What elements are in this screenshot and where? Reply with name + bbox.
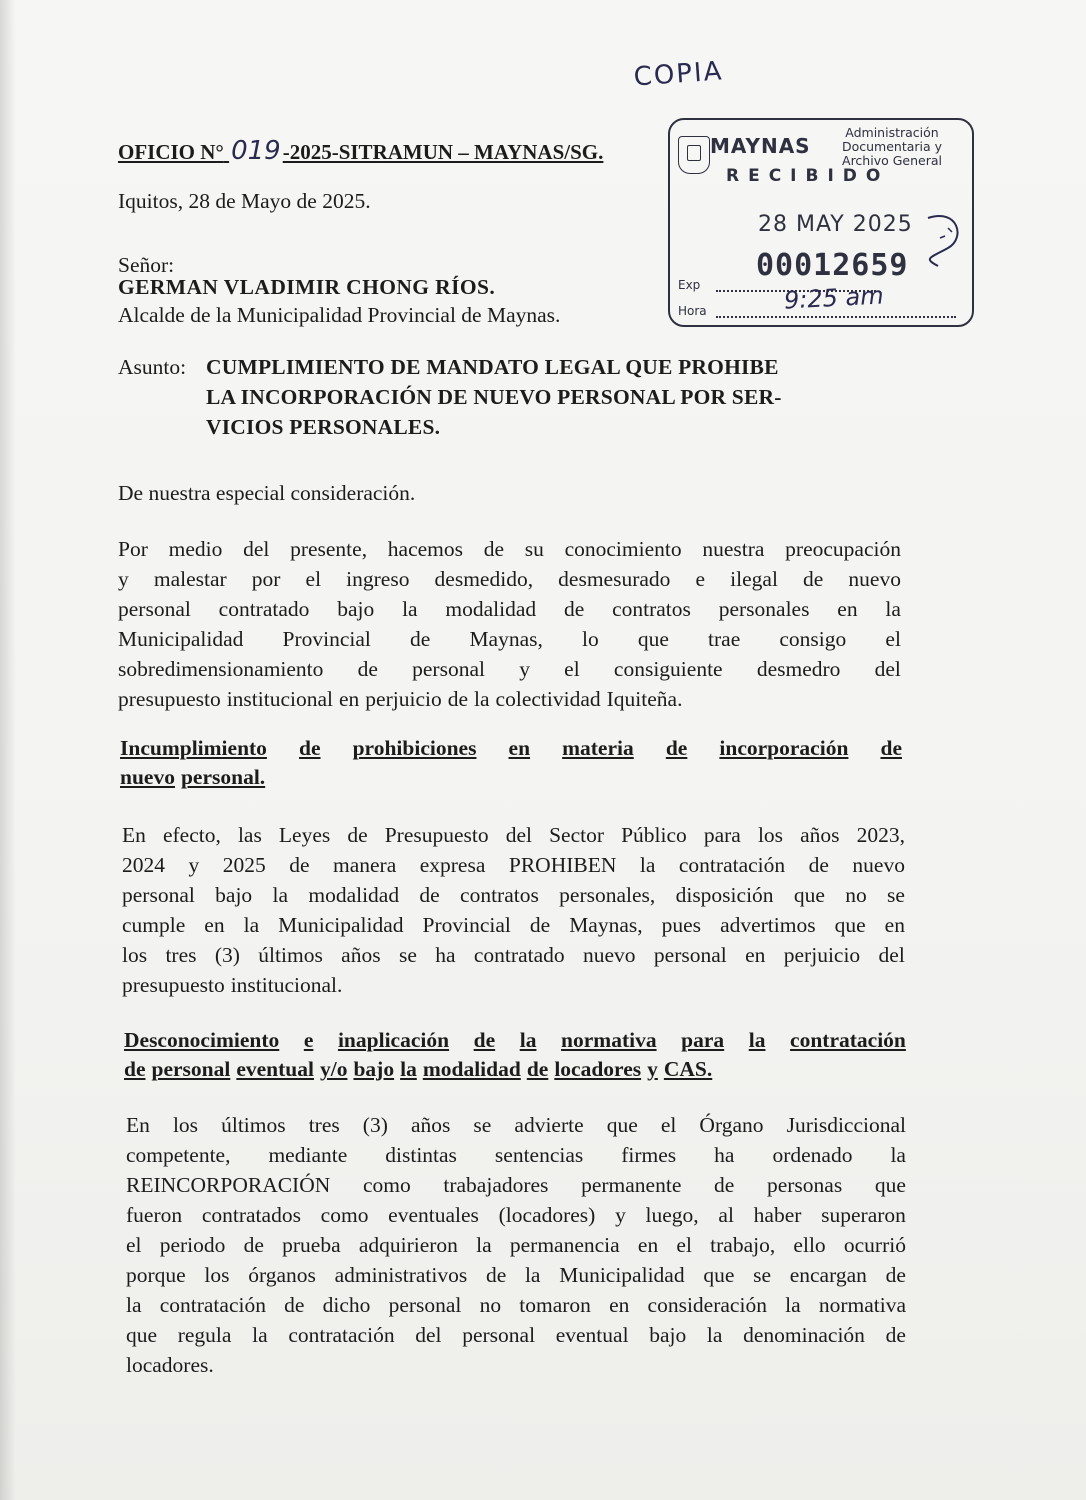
greeting: De nuestra especial consideración. <box>118 481 416 505</box>
stamp-department <box>822 126 962 168</box>
municipal-seal-icon <box>678 136 710 174</box>
paragraph-line: Por medio del presente, hacemos de su conocimiento nuestra preocupación <box>118 537 901 561</box>
stamp-exp-label: Exp <box>678 278 701 292</box>
heading-line: nuevo personal. <box>120 765 266 789</box>
heading-line: de personal eventual y/o bajo la modalidad de locadores y CAS. <box>124 1057 713 1081</box>
paragraph-line: presupuesto institucional. <box>122 973 343 997</box>
stamp-number: 00012659 <box>756 248 909 283</box>
stamp-hora-dotted-line <box>716 316 956 318</box>
paragraph-line: competente, mediante distintas sentencias firmes ha ordenado la <box>126 1143 906 1167</box>
paragraph-line: Municipalidad Provincial de Maynas, lo que trae consigo el <box>118 627 901 651</box>
heading-line: Incumplimiento de prohibiciones en materia de incorporación de <box>120 736 902 760</box>
paragraph-reincorporacion <box>126 1110 906 1380</box>
paragraph-line: personal bajo la modalidad de contratos personales, disposición que no se <box>122 883 905 907</box>
paragraph-leyes-presupuesto <box>122 820 905 1000</box>
stamp-hora-value: 9:25 am <box>783 281 885 315</box>
reference-line <box>118 136 603 166</box>
section-heading-incumplimiento <box>120 734 902 792</box>
recipient-title: Alcalde de la Municipalidad Provincial de Maynas. <box>118 303 561 327</box>
paragraph-line: que regula la contratación del personal eventual bajo la denominación de <box>126 1323 906 1347</box>
paragraph-line: locadores. <box>126 1353 214 1377</box>
stamp-date: 28 MAY 2025 <box>758 212 913 237</box>
paragraph-line: sobredimensionamiento de personal y el consiguiente desmedro del <box>118 657 901 681</box>
handwritten-copia-note: COPIA <box>632 56 725 93</box>
paragraph-line: presupuesto institucional en perjuicio de la colectividad Iquiteña. <box>118 687 683 711</box>
subject-text <box>206 352 886 442</box>
reception-stamp <box>668 118 974 327</box>
reference-prefix: OFICIO N° <box>118 140 224 164</box>
paragraph-line: la contratación de dicho personal no tomaron en consideración la normativa <box>126 1293 906 1317</box>
stamp-hora-label: Hora <box>678 304 707 318</box>
heading-line: Desconocimiento e inaplicación de la normativa para la contratación <box>124 1028 906 1052</box>
paragraph-line: los tres (3) últimos años se ha contratado nuevo personal en perjuicio del <box>122 943 905 967</box>
recipient-name: GERMAN VLADIMIR CHONG RÍOS. <box>118 275 496 299</box>
paragraph-line: porque los órganos administrativos de la Municipalidad que se encargan de <box>126 1263 906 1287</box>
paragraph-line: y malestar por el ingreso desmedido, desmesurado e ilegal de nuevo <box>118 567 901 591</box>
paragraph-line: cumple en la Municipalidad Provincial de Maynas, pues advertimos que en <box>122 913 905 937</box>
paragraph-line: el periodo de prueba adquirieron la permanencia en el trabajo, ello ocurrió <box>126 1233 906 1257</box>
paragraph-line: 2024 y 2025 de manera expresa PROHIBEN la contratación de nuevo <box>122 853 905 877</box>
paragraph-intro <box>118 534 901 714</box>
signature-scribble-icon <box>918 208 968 268</box>
section-heading-desconocimiento <box>124 1026 906 1084</box>
stamp-dept-line: Archivo General <box>842 153 942 168</box>
paragraph-line: fueron contratados como eventuales (locadores) y luego, al haber superaron <box>126 1203 906 1227</box>
subject-line: VICIOS PERSONALES. <box>206 415 441 439</box>
subject-label: Asunto: <box>118 355 187 379</box>
stamp-dept-line: Documentaria y <box>841 139 943 154</box>
reference-suffix: -2025-SITRAMUN – MAYNAS/SG. <box>282 140 604 164</box>
subject-line: LA INCORPORACIÓN DE NUEVO PERSONAL POR SER- <box>206 385 782 409</box>
subject-line: CUMPLIMIENTO DE MANDATO LEGAL QUE PROHIBE <box>206 355 779 379</box>
reference-number: 019 <box>231 136 281 166</box>
recipient-salutation: Señor: <box>118 253 175 277</box>
stamp-status: RECIBIDO <box>726 166 890 186</box>
place-date: Iquitos, 28 de Mayo de 2025. <box>118 189 371 213</box>
page-edge-shadow <box>0 0 16 1500</box>
paragraph-line: En los últimos tres (3) años se advierte que el Órgano Jurisdiccional <box>126 1113 906 1137</box>
paragraph-line: REINCORPORACIÓN como trabajadores permanente de personas que <box>126 1173 906 1197</box>
stamp-org: MAYNAS <box>710 134 811 158</box>
paragraph-line: personal contratado bajo la modalidad de contratos personales en la <box>118 597 901 621</box>
paragraph-line: En efecto, las Leyes de Presupuesto del Sector Público para los años 2023, <box>122 823 905 847</box>
stamp-dept-line: Administración <box>845 125 939 140</box>
